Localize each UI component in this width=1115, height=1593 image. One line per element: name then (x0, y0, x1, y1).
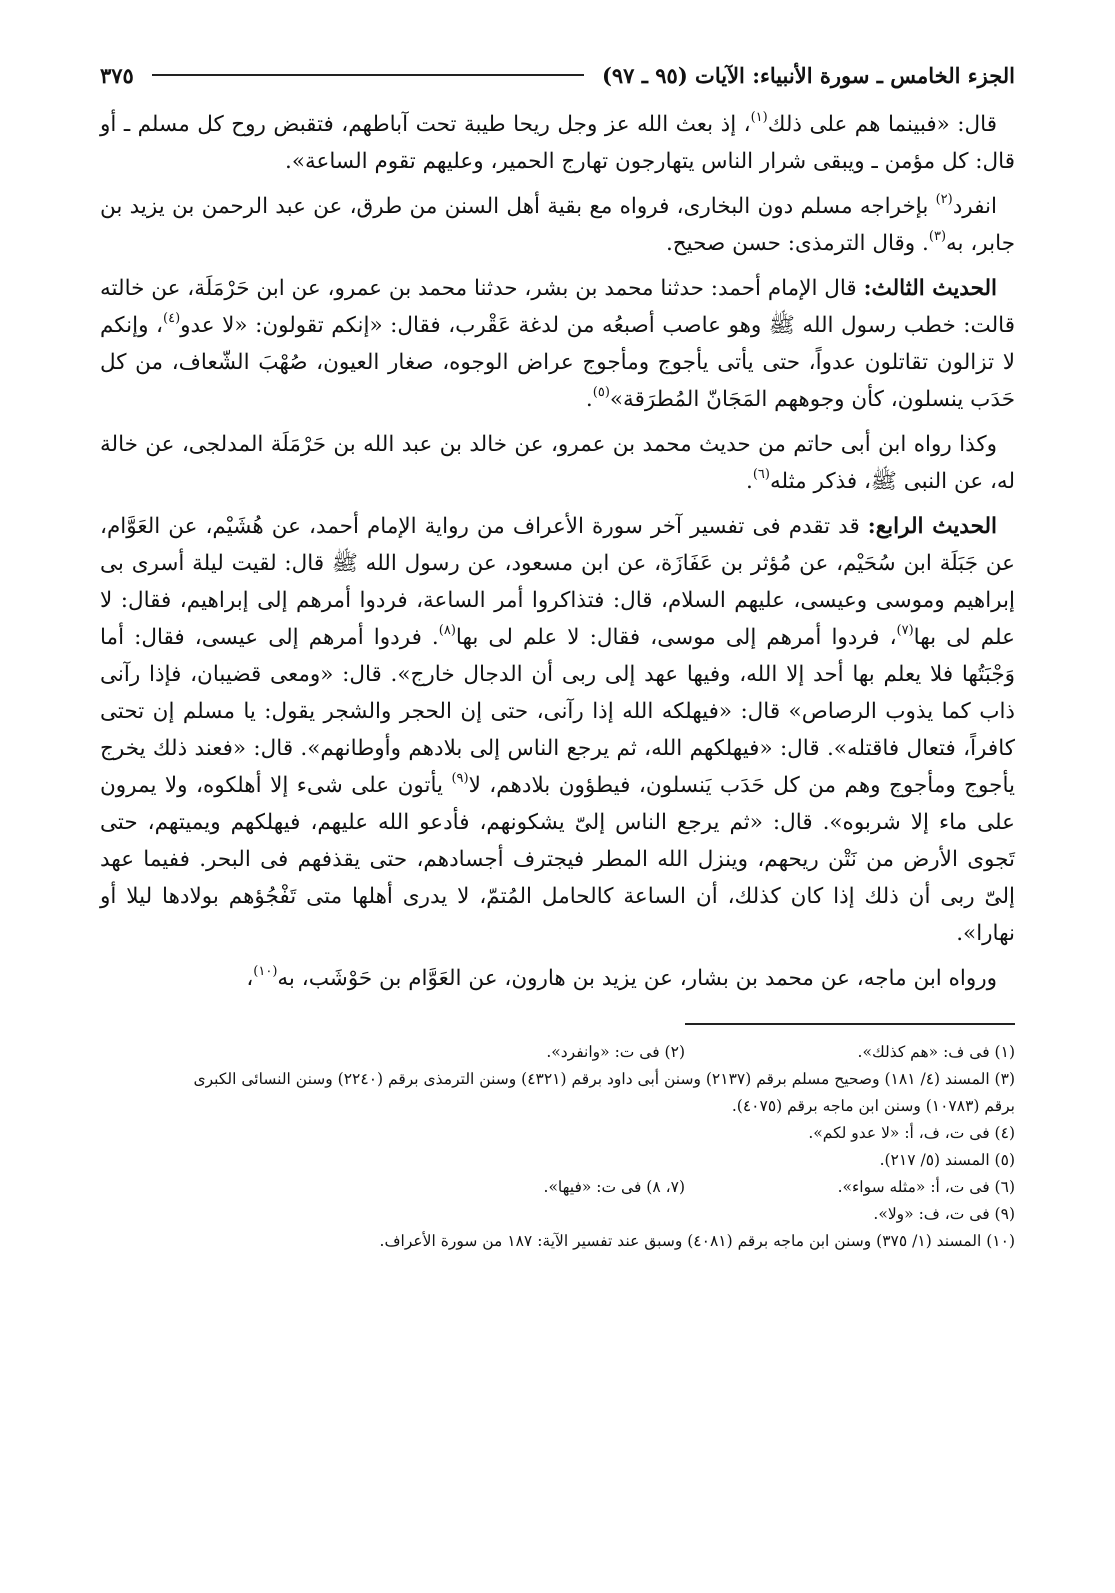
text-run: . وقال الترمذى: حسن صحيح. (665, 231, 929, 256)
paragraph-5 (100, 508, 1015, 952)
text-run: ، وإنكم لا تزالون تقاتلون عدواً، حتى يأتى يأجوج ومأجوج عراض الوجوه، صغار العيون، صُهْبَ الشّعاف، من كل حَدَب ينسلون، كأن وجوههم المَجَانّ المُطرَقة» (100, 313, 1015, 412)
text-run: قال الإمام أحمد: حدثنا محمد بن بشر، حدثنا محمد بن عمرو، عن ابن حَرْمَلَة، عن خالته قالت: خطب رسول الله ﷺ وهو عاصب أصبعُه من لدغة عَقْرب، فقال: «إنكم تقولون: «لا عدو (100, 276, 1015, 338)
footnote-marker-10: (١٠) (253, 963, 278, 979)
footnote-3-continued: برقم (١٠٧٨٣) وسنن ابن ماجه برقم (٤٠٧٥). (731, 1097, 1015, 1115)
footnote-marker-2: (٢) (935, 191, 953, 207)
paragraph-1 (100, 106, 1015, 180)
text-run: ، فردوا أمرهم إلى موسى، فقال: لا علم لى بها (455, 625, 897, 650)
footnote-10: (١٠) المسند (١/ ٣٧٥) وسنن ابن ماجه برقم (٤٠٨١) وسبق عند تفسير الآية: ١٨٧ من سورة الأعراف. (379, 1232, 1015, 1250)
footnote-marker-3: (٣) (928, 228, 947, 244)
main-text (100, 106, 1015, 997)
text-run: قال: «فبينما هم على ذلك (767, 112, 997, 137)
footnote-marker-8: (٨) (438, 622, 456, 638)
paragraph-2 (100, 188, 1015, 262)
text-run: . فردوا أمرهم إلى عيسى، فقال: أما وَجْبَتُها فلا يعلم بها أحد إلا الله، وفيها عهد إلى ربى أن الدجال خارج». قال: «ومعى قضيبان، فإذا رآنى ذاب كما يذوب الرصاص» قال: «فيهلكه الله إذا رآنى، حتى إن الحجر والشجر يقول: يا مسلم إن تحتى كافراً، فتعال فاقتله». قال: «فيهلكهم الله، ثم يرجع الناس إلى بلادهم وأوطانهم». قال: «فعند ذلك يخرج يأجوج ومأجوج وهم من كل حَدَب يَنسلون، فيطؤون بلادهم، لا (100, 625, 1015, 798)
text-run: انفرد (952, 194, 997, 219)
text-run: . (745, 469, 753, 494)
footnote-3: (٣) المسند (٤/ ١٨١) وصحيح مسلم برقم (٢١٣٧) وسنن أبى داود برقم (٤٣٢١) وسنن الترمذى برقم (٢٢٤٠) وسنن النسائى الكبرى (193, 1070, 1015, 1088)
book-page (100, 58, 1015, 1538)
footnote-row (100, 1174, 1015, 1201)
footnote-7-8: (٧، ٨) فى ت: «فيها». (543, 1178, 685, 1196)
footnote-row (100, 1039, 1015, 1066)
paragraph-3 (100, 270, 1015, 418)
paragraph-4 (100, 426, 1015, 500)
footnote-marker-4: (٤) (163, 310, 181, 326)
footnote-4: (٤) فى ت، ف، أ: «لا عدو لكم». (808, 1124, 1015, 1142)
text-run: وكذا رواه ابن أبى حاتم من حديث محمد بن عمرو، عن خالد بن عبد الله بن حَرْمَلَة المدلجى، عن خالة له، عن النبى ﷺ، فذكر مثله (100, 432, 1015, 494)
footnote-marker-5: (٥) (592, 384, 610, 400)
footnote-2: (٢) فى ت: «وانفرد». (546, 1043, 685, 1061)
text-run: بإخراجه مسلم دون البخارى، فرواه مع بقية أهل السنن من طرق، عن عبد الرحمن بن يزيد بن جابر، به (100, 194, 1015, 256)
text-run: ، (246, 966, 254, 991)
footnote-1: (١) فى ف: «هم كذلك». (857, 1043, 1015, 1061)
footnote-9: (٩) فى ت، ف: «ولا». (873, 1205, 1015, 1223)
footnote-6: (٦) فى ت، أ: «مثله سواء». (837, 1178, 1015, 1196)
footnotes (100, 1039, 1015, 1255)
text-run: قد تقدم فى تفسير آخر سورة الأعراف من رواية الإمام أحمد، عن هُشَيْم، عن العَوَّام، عن جَبَلَة ابن سُحَيْم، عن مُؤثر بن عَفَازَة، عن ابن مسعود، عن رسول الله ﷺ قال: لقيت ليلة أسرى بى إبراهيم وموسى وعيسى، عليهم السلام، قال: فتذاكروا أمر الساعة، فردوا أمرهم إلى إبراهيم، فقال: لا علم لى بها (100, 514, 1015, 650)
header-rule (152, 74, 584, 76)
hadith-heading-third: الحديث الثالث: (863, 276, 997, 301)
text-run: يأتون على شىء إلا أهلكوه، ولا يمرون على ماء إلا شربوه». قال: «ثم يرجع الناس إلىّ يشكونهم، فأدعو الله عليهم، فيهلكهم ويميتهم، حتى تَجوى الأرض من نَتْن ريحهم، وينزل الله المطر فيجترف أجسادهم، حتى يقذفهم فى البحر. ففيما عهد إلىّ ربى أن ذلك إذا كان كذلك، أن الساعة كالحامل المُتمّ، لا يدرى أهلها متى تَفْجُؤهم بولادها ليلا أو نهارا». (100, 773, 1015, 946)
text-run: ورواه ابن ماجه، عن محمد بن بشار، عن يزيد بن هارون، عن العَوَّام بن حَوْشَب، به (277, 966, 997, 991)
running-header (100, 58, 1015, 92)
text-run: ، إذ بعث الله عز وجل ريحا طيبة تحت آباطهم، فتقبض روح كل مسلم ـ أو قال: كل مؤمن ـ ويبقى شرار الناس يتهارجون تهارج الحمير، وعليهم تقوم الساعة». (100, 112, 1015, 174)
running-title: الجزء الخامس ـ سورة الأنبياء: الآيات (٩٥ ـ ٩٧) (601, 62, 1015, 88)
paragraph-6 (100, 960, 1015, 997)
footnote-separator (685, 1023, 1015, 1025)
footnote-marker-1: (١) (750, 109, 768, 125)
footnote-marker-7: (٧) (896, 622, 914, 638)
footnote-marker-6: (٦) (752, 466, 770, 482)
text-run: . (585, 387, 593, 412)
page-number: ٣٧٥ (100, 62, 134, 88)
hadith-heading-fourth: الحديث الرابع: (867, 514, 997, 539)
footnote-marker-9: (٩) (451, 770, 469, 786)
footnote-5: (٥) المسند (٥/ ٢١٧). (879, 1151, 1015, 1169)
